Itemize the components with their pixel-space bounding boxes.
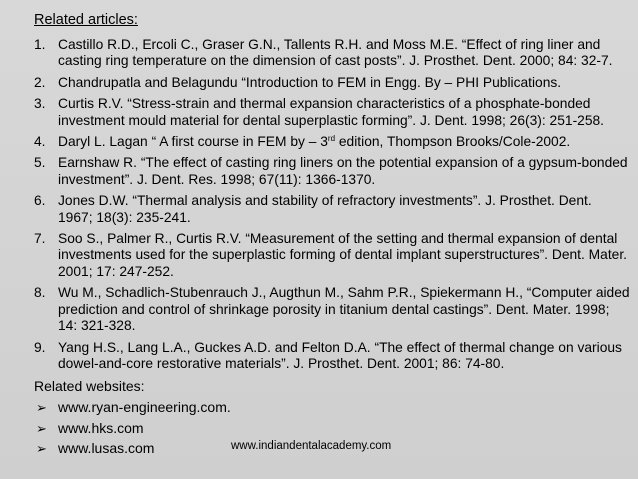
reference-text-start: Daryl L. Lagan “ A first course in FEM by – 3 xyxy=(58,134,328,150)
related-websites-heading: Related websites: xyxy=(34,378,145,394)
reference-text: Earnshaw R. “The effect of casting ring liners on the potential expansion of a gypsum-bonded investment”. J. Dent. Res. 1998; 67(11): 1366-1370. xyxy=(58,155,628,187)
arrow-bullet-icon: ➢ xyxy=(36,420,47,436)
reference-text-end: edition, Thompson Brooks/Cole-2002. xyxy=(335,134,571,150)
reference-number: 8. xyxy=(34,285,46,301)
reference-text: Yang H.S., Lang L.A., Guckes A.D. and Felton D.A. “The effect of thermal change on various dowel-and-core restorative materials”. J. Prosthet. Dent. 2001; 86: 74-80. xyxy=(58,339,622,371)
website-link[interactable]: www.lusas.com xyxy=(58,440,155,456)
reference-number: 4. xyxy=(34,134,46,150)
reference-item xyxy=(34,193,630,226)
website-item xyxy=(34,420,231,441)
website-list xyxy=(34,399,231,461)
arrow-bullet-icon: ➢ xyxy=(36,441,47,456)
reference-item xyxy=(34,340,630,373)
website-link[interactable]: www.ryan-engineering.com. xyxy=(58,399,231,415)
website-item xyxy=(34,399,231,420)
reference-text: Castillo R.D., Ercoli C., Graser G.N., Tallents R.H. and Moss M.E. “Effect of ring liner and casting ring temperature on the dimension of cast posts”. J. Prosthet. Dent. 2000; 84: 32-7. xyxy=(58,37,613,69)
reference-text: Jones D.W. “Thermal analysis and stability of refractory investments”. J. Prosthet. Dent. 1967; 18(3): 235-241. xyxy=(58,193,592,225)
reference-text: Wu M., Schadlich-Stubenrauch J., Augthun M., Sahm P.R., Spiekermann H., “Computer aided prediction and control of shrinkage porosity in titanium dental castings”. Dent. Mater. 1998; 14: 321-328. xyxy=(58,285,630,334)
reference-list xyxy=(34,37,630,377)
related-articles-heading: Related articles: xyxy=(34,12,138,28)
reference-item xyxy=(34,231,630,280)
reference-number: 3. xyxy=(34,96,46,112)
reference-number: 7. xyxy=(34,231,46,247)
arrow-bullet-icon: ➢ xyxy=(36,400,47,415)
reference-number: 1. xyxy=(34,37,46,52)
ordinal-superscript: rd xyxy=(327,134,336,144)
reference-number: 5. xyxy=(34,155,46,171)
reference-item xyxy=(34,134,630,150)
reference-item xyxy=(34,75,630,91)
reference-item xyxy=(34,96,630,129)
reference-text: Chandrupatla and Belagundu “Introduction to FEM in Engg. By – PHI Publications. xyxy=(58,74,562,90)
reference-text: Soo S., Palmer R., Curtis R.V. “Measurement of the setting and thermal expansion of dental investments used for the superplastic forming of dental implant superstructures”. Dent. Mater. 2001; 17: 247-252. xyxy=(58,231,628,279)
reference-item xyxy=(34,37,630,70)
footer-url: www.indiandentalacademy.com xyxy=(231,440,392,452)
reference-item xyxy=(34,285,630,334)
website-link[interactable]: www.hks.com xyxy=(58,419,144,436)
reference-number: 9. xyxy=(34,339,46,355)
reference-text: Curtis R.V. “Stress-strain and thermal expansion characteristics of a phosphate-bonded investment mould material for dental superplastic forming”. J. Dent. 1998; 26(3): 251-258. xyxy=(58,96,605,128)
website-item xyxy=(34,440,231,461)
reference-item xyxy=(34,155,630,188)
reference-number: 6. xyxy=(34,193,46,209)
reference-number: 2. xyxy=(34,74,46,90)
